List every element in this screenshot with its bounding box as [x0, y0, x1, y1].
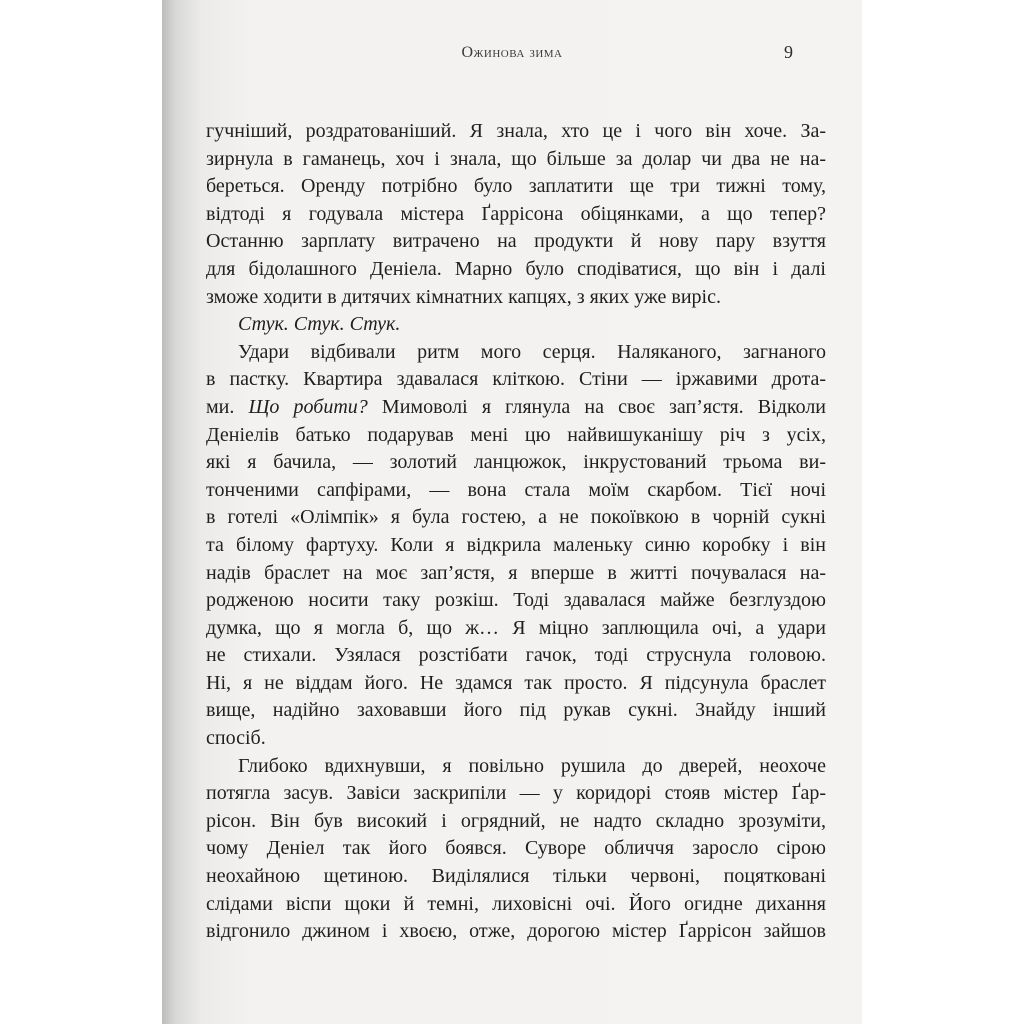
text-segment: слідами віспи щоки й темні, лиховісні очі. Його огидне дихання [206, 892, 826, 915]
text-segment: які я бачила, — золотий ланцюжок, інкрустований трьома ви- [206, 451, 826, 474]
text-segment: родженою носити таку розкіш. Тоді здавалася майже безглуздою [206, 589, 826, 612]
text-line [206, 560, 826, 588]
text-line [206, 256, 826, 284]
text-line [206, 642, 826, 670]
text-line [206, 863, 826, 891]
running-head-title: Ожинова зима [461, 44, 563, 61]
text-line [206, 753, 826, 781]
text-segment: не стихали. Узялася розстібати гачок, тоді струснула головою. [206, 644, 826, 667]
text-line [206, 366, 826, 394]
text-segment: Деніелів батько подарував мені цю найвишуканішу річ з усіх, [206, 423, 826, 446]
text-segment: Ні, я не віддам його. Не здамся так просто. Я підсунула браслет [206, 671, 826, 694]
text-segment: зирнула в гаманець, хоч і знала, що більше за долар чи два не на- [206, 147, 826, 170]
text-segment: надів браслет на моє зап’ястя, я вперше в житті почувалася на- [206, 561, 826, 584]
text-line [206, 311, 826, 339]
text-segment: в пастку. Квартира здавалася кліткою. Стіни — іржавими дрота- [206, 368, 826, 391]
text-line [206, 615, 826, 643]
text-line [206, 201, 826, 229]
text-line [206, 532, 826, 560]
text-segment: рісон. Він був високий і огрядний, не надто складно зрозуміти, [206, 809, 826, 832]
text-segment: відтоді я годувала містера Ґаррісона обіцянками, а що тепер? [206, 202, 826, 225]
text-line [206, 587, 826, 615]
text-line [206, 146, 826, 174]
text-line [206, 477, 826, 505]
paragraph [206, 311, 826, 339]
text-segment: тонченими сапфірами, — вона стала моїм скарбом. Тієї ночі [206, 478, 826, 501]
text-segment: для бідолашного Деніела. Марно було сподіватися, що він і далі [206, 257, 826, 280]
paragraph [206, 118, 826, 311]
text-segment: в готелі «Олімпік» я була гостею, а не покоївкою в чорній сукні [206, 506, 826, 529]
text-line [206, 284, 826, 312]
page-number: 9 [784, 42, 793, 62]
text-line [206, 422, 826, 450]
text-line [206, 808, 826, 836]
text-line [206, 118, 826, 146]
italic-text: Стук. Стук. Стук. [238, 313, 401, 336]
body-text [206, 118, 826, 946]
text-line [206, 918, 826, 946]
text-segment: спосіб. [206, 727, 266, 750]
text-segment: потягла засув. Завіси заскрипіли — у коридорі стояв містер Ґар- [206, 782, 826, 805]
text-line [206, 725, 826, 753]
text-line [206, 504, 826, 532]
text-segment: береться. Оренду потрібно було заплатити ще три тижні тому, [206, 175, 826, 198]
text-segment: вище, надійно заховавши його під рукав сукні. Знайду інший [206, 699, 826, 722]
text-line [206, 173, 826, 201]
text-line [206, 339, 826, 367]
text-line [206, 394, 826, 422]
italic-text: Що робити? [248, 395, 368, 418]
text-segment: гучніший, роздратованіший. Я знала, хто це і чого він хоче. За- [206, 120, 826, 142]
text-segment: неохайною щетиною. Виділялися тільки червоні, поцятковані [206, 865, 826, 888]
text-segment: чому Деніел так його боявся. Суворе обличчя заросло сірою [206, 837, 826, 860]
text-segment: Удари відбивали ритм мого серця. Наляканого, загнаного [238, 340, 826, 363]
text-segment: відгонило джином і хвоєю, отже, дорогою містер Ґаррісон зайшов [206, 920, 826, 943]
text-line [206, 780, 826, 808]
text-line [206, 697, 826, 725]
book-page [162, 0, 862, 1024]
text-line [206, 449, 826, 477]
paragraph [206, 753, 826, 946]
text-segment: зможе ходити в дитячих кімнатних капцях, з яких уже виріс. [206, 285, 721, 308]
text-segment: ми. [206, 395, 249, 418]
text-line [206, 891, 826, 919]
text-segment: думка, що я могла б, що ж… Я міцно заплющила очі, а удари [206, 616, 826, 639]
text-line [206, 228, 826, 256]
text-line [206, 670, 826, 698]
text-segment: Мимоволі я глянула на своє зап’ястя. Відколи [367, 395, 827, 418]
text-segment: та білому фартуху. Коли я відкрила маленьку синю коробку і він [206, 533, 826, 556]
text-line [206, 835, 826, 863]
text-segment: Глибоко вдихнувши, я повільно рушила до дверей, неохоче [238, 754, 826, 777]
text-segment: Останню зарплату витрачено на продукти й нову пару взуття [206, 230, 826, 253]
paragraph [206, 339, 826, 753]
